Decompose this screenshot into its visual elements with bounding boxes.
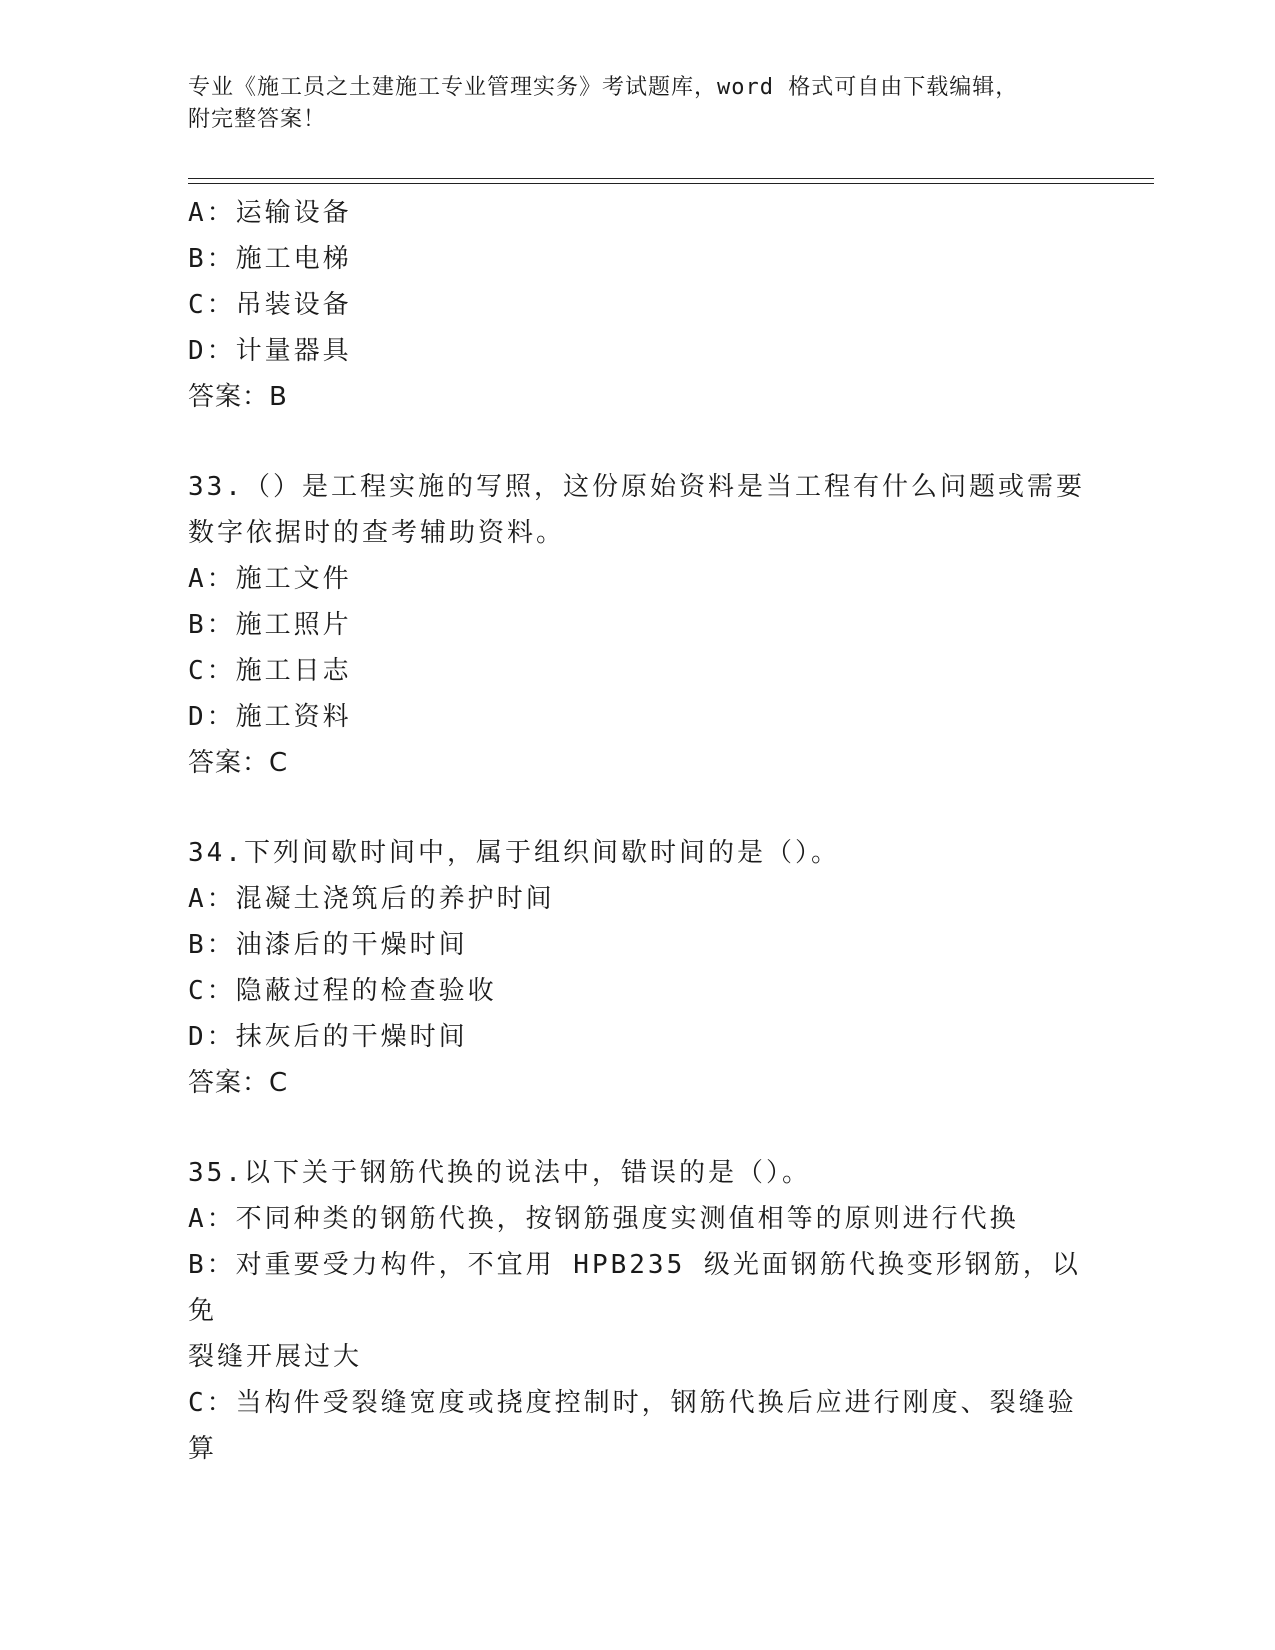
header-title-line2: 附完整答案！ [188, 107, 327, 132]
answer-line: 答案：C [188, 748, 289, 778]
option-a: A：混凝土浇筑后的养护时间 [188, 884, 555, 914]
option-c: C：隐蔽过程的检查验收 [188, 976, 497, 1006]
answer-line: 答案：B [188, 382, 288, 412]
header-title-line1: 专业《施工员之土建施工专业管理实务》考试题库，word 格式可自由下载编辑， [188, 75, 1019, 100]
option-c-continued: 算 [188, 1434, 218, 1464]
option-b: B：对重要受力构件，不宜用 HPB235 级光面钢筋代换变形钢筋，以免 [188, 1250, 1081, 1326]
question-block-32 [188, 190, 1088, 420]
option-c: C：当构件受裂缝宽度或挠度控制时，钢筋代换后应进行刚度、裂缝验 [188, 1388, 1077, 1418]
question-content [188, 190, 1088, 1472]
option-b-continued: 裂缝开展过大 [188, 1342, 363, 1372]
question-text-line: 33.（）是工程实施的写照，这份原始资料是当工程有什么问题或需要 [188, 472, 1085, 502]
option-b: B：油漆后的干燥时间 [188, 930, 468, 960]
question-text-line: 34.下列间歇时间中，属于组织间歇时间的是（）。 [188, 838, 840, 868]
answer-line: 答案：C [188, 1068, 289, 1098]
option-d: D：施工资料 [188, 702, 352, 732]
option-b: B：施工电梯 [188, 244, 352, 274]
option-a: A：不同种类的钢筋代换，按钢筋强度实测值相等的原则进行代换 [188, 1204, 1019, 1234]
option-a: A：施工文件 [188, 564, 352, 594]
question-block-34 [188, 830, 1088, 1106]
header-rule-bottom [188, 183, 1154, 184]
header-rule-top [188, 178, 1154, 179]
question-block-35 [188, 1150, 1088, 1472]
question-block-33 [188, 464, 1088, 786]
option-c: C：吊装设备 [188, 290, 352, 320]
option-a: A：运输设备 [188, 198, 352, 228]
option-d: D：计量器具 [188, 336, 352, 366]
option-c: C：施工日志 [188, 656, 352, 686]
option-d: D：抹灰后的干燥时间 [188, 1022, 468, 1052]
option-b: B：施工照片 [188, 610, 352, 640]
question-text-line: 数字依据时的查考辅助资料。 [188, 518, 566, 548]
question-text-line: 35.以下关于钢筋代换的说法中，错误的是（）。 [188, 1158, 811, 1188]
document-header [188, 72, 1078, 136]
